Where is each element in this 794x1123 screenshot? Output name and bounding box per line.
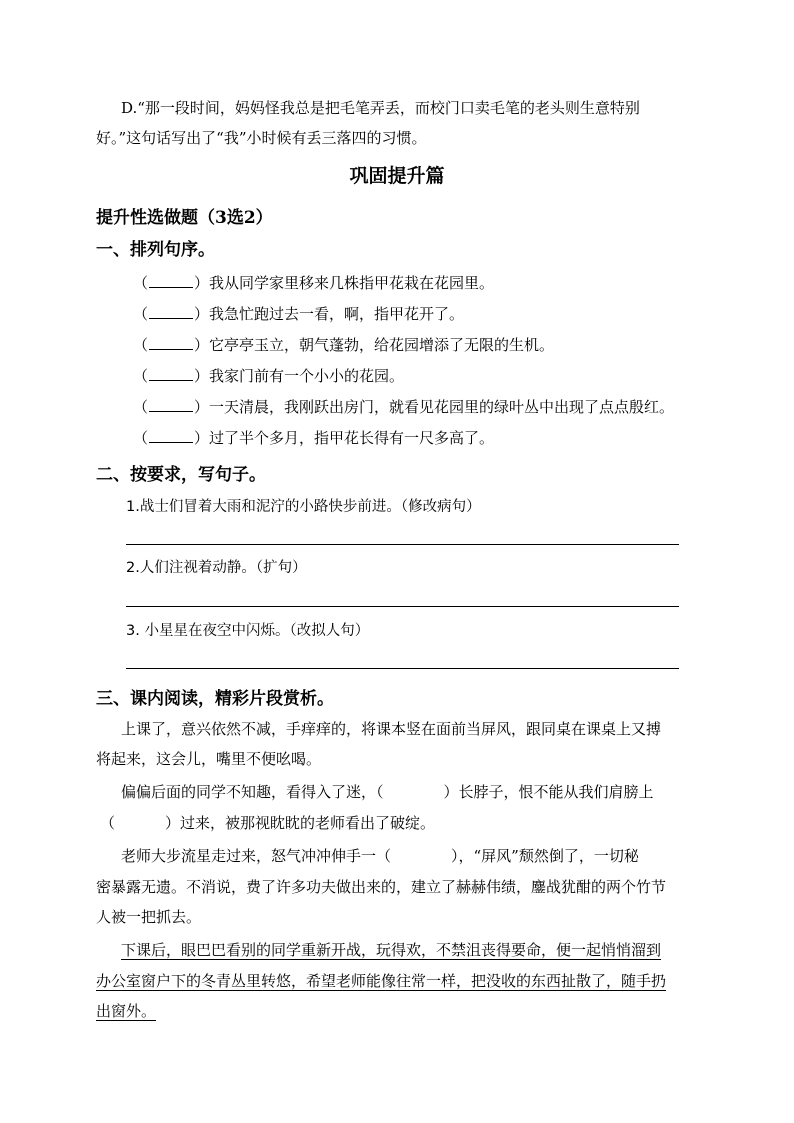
reading-p4-line-3: 出窗外。 [96,1002,157,1020]
order-blank[interactable] [149,304,193,319]
part3-heading: 三、课内阅读，精彩片段赏析。 [96,689,334,709]
list-item: （ ）我急忙跑过去一看，啊，指甲花开了。 [133,305,465,323]
order-blank[interactable] [149,366,193,381]
list-item: （ ）我从同学家里移来几株指甲花栽在花园里。 [133,274,495,292]
list-item: （ ）一天清晨，我刚跃出房门，就看见花园里的绿叶丛中出现了点点殷红。 [133,398,675,416]
list-item: （ ）它亭亭玉立，朝气蓬勃，给花园增添了无限的生机。 [133,336,555,354]
order-blank[interactable] [149,273,193,288]
order-blank[interactable] [149,397,193,412]
answer-line-1[interactable] [126,544,679,545]
reading-p1-line-1: 上课了，意兴依然不减，手痒痒的，将课本竖在面前当屏风，跟同桌在课桌上又搏 [121,720,662,738]
part2-heading: 二、按要求，写句子。 [96,465,266,485]
reading-p4-line-1: 下课后，眼巴巴看别的同学重新开战，玩得欢，不禁沮丧得要命，便一起悄悄溜到 [121,941,662,959]
option-d-line-1: D.“那一段时间，妈妈怪我总是把毛笔弄丢，而校门口卖毛笔的老头则生意特别 [121,99,640,117]
reading-p2-line-1: 偏偏后面的同学不知趣，看得入了迷，（ ）长脖子，恨不能从我们肩膀上 [121,783,654,801]
reading-p3-line-2: 密暴露无遗。不消说，费了许多功夫做出来的，建立了赫赫伟绩，鏖战犹酣的两个竹节 [96,878,667,896]
part2-question-3: 3. 小星星在夜空中闪烁。（改拟人句） [126,623,370,639]
section-subtitle: 提升性选做题（3选2） [96,208,273,228]
reading-p4-line-2: 办公室窗户下的冬青丛里转悠，希望老师能像往常一样，把没收的东西扯散了，随手扔 [96,972,667,990]
part2-question-2: 2.人们注视着动静。（扩句） [126,560,307,576]
answer-line-2[interactable] [126,606,679,607]
reading-p2-line-2: （ ）过来，被那视眈眈的老师看出了破绽。 [100,814,436,832]
order-blank[interactable] [149,428,193,443]
section-title: 巩固提升篇 [349,165,445,187]
answer-line-3[interactable] [126,668,679,669]
order-blank[interactable] [149,335,193,350]
reading-p3-line-3: 人被一把抓去。 [96,908,202,926]
reading-p1-line-2: 将起来，这会儿，嘴里不便吆喝。 [96,750,322,768]
list-item: （ ）过了半个多月，指甲花长得有一尺多高了。 [133,429,495,447]
list-item: （ ）我家门前有一个小小的花园。 [133,367,405,385]
part2-question-1: 1.战士们冒着大雨和泥泞的小路快步前进。（修改病句） [126,499,481,515]
option-d-line-2: 好。”这句话写出了“我”小时候有丢三落四的习惯。 [96,129,427,147]
reading-p3-line-1: 老师大步流星走过来，怒气冲冲伸手一（ ），“屏风”颓然倒了，一切秘 [121,847,639,865]
part1-heading: 一、排列句序。 [96,240,215,260]
